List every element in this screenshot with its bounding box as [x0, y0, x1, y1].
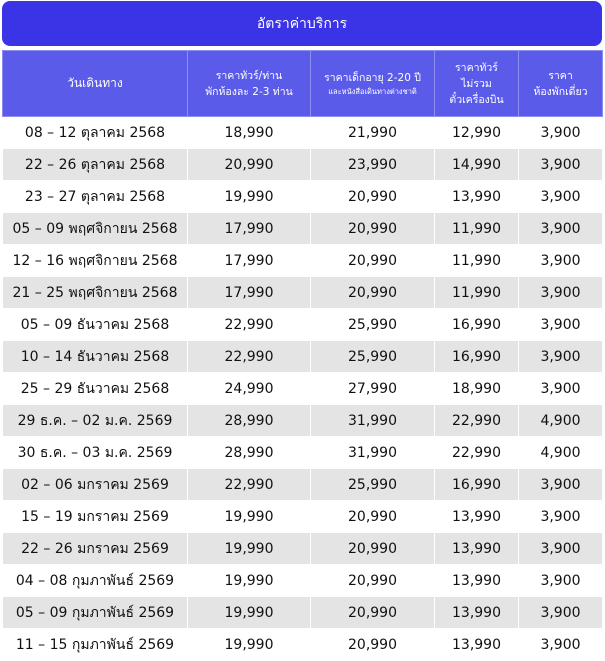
cell-single-room: 3,900: [519, 213, 603, 245]
table-row: [3, 309, 603, 341]
header-adult-line2: พักห้องละ 2-3 ท่าน: [205, 85, 293, 98]
cell-adult-price: 19,990: [188, 629, 311, 661]
cell-single-room: 3,900: [519, 501, 603, 533]
cell-travel-date: 05 – 09 พฤศจิกายน 2568: [3, 213, 188, 245]
header-row: [3, 51, 603, 117]
header-no-flight-line1: ราคาทัวร์: [455, 61, 498, 74]
cell-travel-date: 05 – 09 กุมภาพันธ์ 2569: [3, 597, 188, 629]
cell-single-room: 3,900: [519, 469, 603, 501]
cell-child-price: 27,990: [311, 373, 435, 405]
cell-no-flight-price: 11,990: [435, 277, 519, 309]
cell-travel-date: 12 – 16 พฤศจิกายน 2568: [3, 245, 188, 277]
header-child-line2: และหนังสือเดินทางต่างชาติ: [328, 86, 417, 96]
table-row: [3, 501, 603, 533]
cell-adult-price: 20,990: [188, 149, 311, 181]
cell-no-flight-price: 16,990: [435, 341, 519, 373]
cell-no-flight-price: 18,990: [435, 373, 519, 405]
cell-single-room: 3,900: [519, 277, 603, 309]
table-row: [3, 245, 603, 277]
cell-adult-price: 18,990: [188, 117, 311, 149]
header-no-flight-line3: ตั๋วเครื่องบิน: [449, 93, 504, 106]
cell-child-price: 20,990: [311, 533, 435, 565]
cell-child-price: 25,990: [311, 341, 435, 373]
cell-adult-price: 22,990: [188, 469, 311, 501]
cell-adult-price: 28,990: [188, 437, 311, 469]
header-no-flight-price: [435, 51, 519, 117]
header-adult-line1: ราคาทัวร์/ท่าน: [215, 69, 283, 82]
table-row: [3, 117, 603, 149]
cell-travel-date: 25 – 29 ธันวาคม 2568: [3, 373, 188, 405]
cell-single-room: 3,900: [519, 245, 603, 277]
table-row: [3, 597, 603, 629]
cell-no-flight-price: 12,990: [435, 117, 519, 149]
cell-single-room: 3,900: [519, 629, 603, 661]
header-single-room: [519, 51, 603, 117]
cell-travel-date: 15 – 19 มกราคม 2569: [3, 501, 188, 533]
cell-child-price: 23,990: [311, 149, 435, 181]
header-travel-date: วันเดินทาง: [3, 51, 188, 117]
cell-child-price: 31,990: [311, 405, 435, 437]
cell-no-flight-price: 16,990: [435, 469, 519, 501]
header-single-line1: ราคา: [548, 69, 573, 82]
table-row: [3, 629, 603, 661]
header-child-line1: ราคาเด็กอายุ 2-20 ปี: [324, 71, 421, 84]
cell-adult-price: 24,990: [188, 373, 311, 405]
price-table: [2, 50, 603, 661]
table-row: [3, 437, 603, 469]
cell-adult-price: 17,990: [188, 277, 311, 309]
cell-child-price: 20,990: [311, 629, 435, 661]
cell-travel-date: 08 – 12 ตุลาคม 2568: [3, 117, 188, 149]
table-row: [3, 469, 603, 501]
cell-travel-date: 04 – 08 กุมภาพันธ์ 2569: [3, 565, 188, 597]
cell-no-flight-price: 13,990: [435, 629, 519, 661]
cell-child-price: 20,990: [311, 277, 435, 309]
cell-no-flight-price: 11,990: [435, 213, 519, 245]
table-row: [3, 565, 603, 597]
cell-adult-price: 22,990: [188, 309, 311, 341]
cell-adult-price: 19,990: [188, 501, 311, 533]
table-row: [3, 181, 603, 213]
cell-child-price: 20,990: [311, 213, 435, 245]
cell-travel-date: 21 – 25 พฤศจิกายน 2568: [3, 277, 188, 309]
cell-adult-price: 17,990: [188, 245, 311, 277]
cell-child-price: 20,990: [311, 181, 435, 213]
table-row: [3, 533, 603, 565]
cell-single-room: 3,900: [519, 181, 603, 213]
cell-travel-date: 22 – 26 ตุลาคม 2568: [3, 149, 188, 181]
cell-no-flight-price: 13,990: [435, 501, 519, 533]
cell-child-price: 20,990: [311, 597, 435, 629]
table-title: อัตราค่าบริการ: [2, 1, 602, 46]
cell-no-flight-price: 13,990: [435, 181, 519, 213]
cell-adult-price: 28,990: [188, 405, 311, 437]
cell-single-room: 3,900: [519, 309, 603, 341]
table-row: [3, 341, 603, 373]
cell-travel-date: 05 – 09 ธันวาคม 2568: [3, 309, 188, 341]
cell-adult-price: 19,990: [188, 533, 311, 565]
cell-child-price: 25,990: [311, 309, 435, 341]
cell-no-flight-price: 13,990: [435, 597, 519, 629]
cell-single-room: 3,900: [519, 565, 603, 597]
cell-travel-date: 10 – 14 ธันวาคม 2568: [3, 341, 188, 373]
header-no-flight-line2: ไม่รวม: [461, 77, 492, 90]
cell-child-price: 20,990: [311, 501, 435, 533]
header-single-line2: ห้องพักเดี่ยว: [533, 85, 588, 98]
cell-child-price: 20,990: [311, 245, 435, 277]
cell-single-room: 3,900: [519, 149, 603, 181]
cell-child-price: 20,990: [311, 565, 435, 597]
cell-travel-date: 29 ธ.ค. – 02 ม.ค. 2569: [3, 405, 188, 437]
cell-no-flight-price: 13,990: [435, 565, 519, 597]
table-row: [3, 405, 603, 437]
cell-travel-date: 22 – 26 มกราคม 2569: [3, 533, 188, 565]
table-row: [3, 277, 603, 309]
cell-adult-price: 19,990: [188, 181, 311, 213]
cell-adult-price: 22,990: [188, 341, 311, 373]
cell-single-room: 4,900: [519, 405, 603, 437]
cell-single-room: 3,900: [519, 597, 603, 629]
cell-no-flight-price: 11,990: [435, 245, 519, 277]
header-adult-price: [188, 51, 311, 117]
cell-single-room: 3,900: [519, 341, 603, 373]
header-child-price: [311, 51, 435, 117]
cell-adult-price: 17,990: [188, 213, 311, 245]
cell-no-flight-price: 14,990: [435, 149, 519, 181]
cell-travel-date: 11 – 15 กุมภาพันธ์ 2569: [3, 629, 188, 661]
cell-single-room: 3,900: [519, 117, 603, 149]
cell-child-price: 31,990: [311, 437, 435, 469]
cell-no-flight-price: 22,990: [435, 437, 519, 469]
cell-no-flight-price: 22,990: [435, 405, 519, 437]
cell-travel-date: 30 ธ.ค. – 03 ม.ค. 2569: [3, 437, 188, 469]
cell-child-price: 25,990: [311, 469, 435, 501]
table-row: [3, 213, 603, 245]
table-row: [3, 149, 603, 181]
cell-adult-price: 19,990: [188, 597, 311, 629]
cell-no-flight-price: 13,990: [435, 533, 519, 565]
cell-single-room: 3,900: [519, 373, 603, 405]
table-row: [3, 373, 603, 405]
cell-travel-date: 23 – 27 ตุลาคม 2568: [3, 181, 188, 213]
cell-travel-date: 02 – 06 มกราคม 2569: [3, 469, 188, 501]
cell-single-room: 3,900: [519, 533, 603, 565]
cell-no-flight-price: 16,990: [435, 309, 519, 341]
cell-single-room: 4,900: [519, 437, 603, 469]
cell-child-price: 21,990: [311, 117, 435, 149]
cell-adult-price: 19,990: [188, 565, 311, 597]
